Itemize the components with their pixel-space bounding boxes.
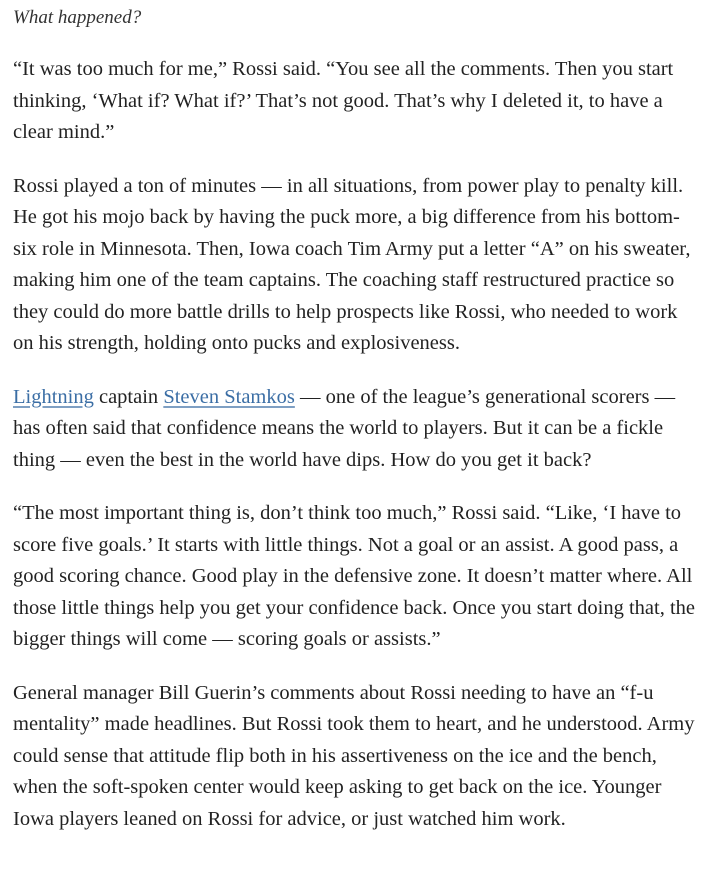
paragraph-text-segment: — one of the league’s generational scorers — has often said that confidence means the world to players. But it can be a fickle thing — even the best in the world have dips. How do you get it back? — [13, 385, 676, 471]
article-body — [13, 0, 703, 835]
lightning-link[interactable]: Lightning — [13, 385, 94, 408]
section-subheading: What happened? — [13, 7, 142, 28]
paragraph-playing-time: Rossi played a ton of minutes — in all situations, from power play to penalty kill. He got his mojo back by having the puck more, a big difference from his bottom-six role in Minnesota. Then, Iowa coach Tim Army put a letter “A” on his sweater, making him one of the team captains. The coaching staff restructured practice so they could do more battle drills to help prospects like Rossi, who needed to work on his strength, holding onto pucks and explosiveness. — [13, 174, 691, 354]
paragraph-most-important-thing: “The most important thing is, don’t think too much,” Rossi said. “Like, ‘I have to score five goals.’ It starts with little things. Not a goal or an assist. A good pass, a good scoring chance. Good play in the defensive zone. It doesn’t matter where. All those little things help you get your confidence back. Once you start doing that, the bigger things will come — scoring goals or assists.” — [13, 502, 696, 650]
paragraph-rossi-quote: “It was too much for me,” Rossi said. “You see all the comments. Then you start thinking, ‘What if? What if?’ That’s not good. That’s why I deleted it, to have a clear mind.” — [13, 58, 674, 143]
paragraph-guerin-comments: General manager Bill Guerin’s comments about Rossi needing to have an “f-u mentality” made headlines. But Rossi took them to heart, and he understood. Army could sense that attitude flip both in his assertiveness on the ice and the bench, when the soft-spoken center would keep asking to get back on the ice. Younger Iowa players leaned on Rossi for advice, or just watched him work. — [13, 681, 695, 830]
paragraph-text-segment: captain — [93, 385, 164, 408]
steven-stamkos-link[interactable]: Steven Stamkos — [163, 385, 295, 408]
paragraph-stamkos-confidence — [13, 382, 703, 477]
